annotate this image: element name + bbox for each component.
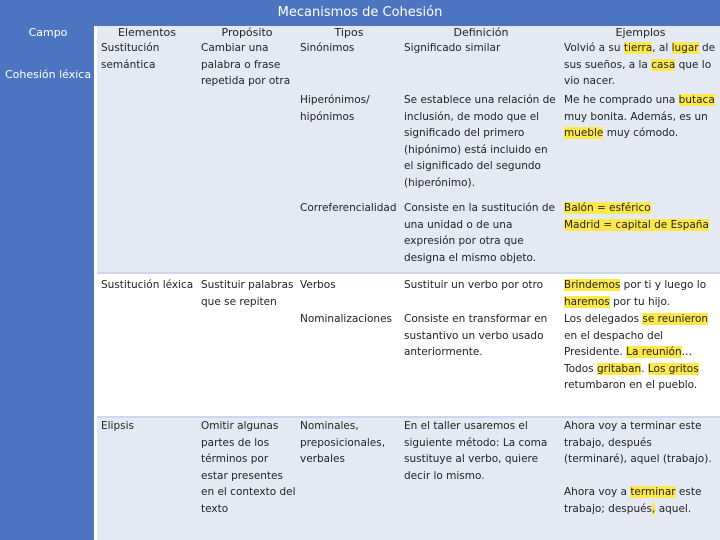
- header-tipos: Tipos: [334, 26, 364, 39]
- slide-title: Mecanismos de Cohesión: [0, 0, 720, 26]
- highlight-word: capital de España: [615, 218, 709, 231]
- highlight-word: tierra: [623, 42, 653, 54]
- tipo-elipsis: Nominales, preposicionales, verbales: [300, 420, 386, 466]
- proposito-sustitucion-semantica: Cambiar una palabra o frase repetida por otra: [201, 42, 291, 88]
- proposito-sustitucion-lexica: Sustituir palabras que se repiten: [201, 279, 294, 308]
- ejemplo-elipsis-2: Ahora voy a terminar este trabajo; después, aquel.: [564, 486, 702, 515]
- campo-column: [0, 26, 96, 540]
- campo-value: Cohesión léxica: [4, 68, 92, 81]
- definicion-verbos: Sustituir un verbo por otro: [404, 279, 544, 291]
- ejemplo-hiperonimos: Me he comprado una butaca muy bonita. Además, es un mueble muy cómodo.: [564, 94, 715, 140]
- header-elementos: Elementos: [117, 26, 176, 39]
- elemento-sustitucion-lexica: Sustitución léxica: [101, 279, 194, 291]
- tipo-verbos: Verbos: [300, 279, 336, 291]
- highlight-word: gritaban: [596, 362, 642, 375]
- highlight-word: Balón: [564, 202, 594, 214]
- ejemplo-nominalizaciones: Los delegados se reunieron en el despacho del Presidente. La reunión… Todos gritaban. Los gritos retumbaron en el pueblo.: [564, 313, 709, 392]
- header-campo: Campo: [28, 26, 68, 39]
- highlight-word: casa: [651, 58, 676, 71]
- highlight-word: haremos: [564, 295, 610, 308]
- highlight-word: Los gritos: [647, 362, 699, 375]
- ejemplo-elipsis-1: Ahora voy a terminar este trabajo, después (terminaré), aquel (trabajo).: [564, 420, 712, 466]
- header-ejemplos: Ejemplos: [615, 26, 666, 39]
- highlight-word: La reunión: [626, 346, 682, 359]
- definicion-nominalizaciones: Consiste en transformar en sustantivo un verbo usado anteriormente.: [404, 313, 548, 359]
- definicion-hiperonimos: Se establece una relación de inclusión, de modo que el significado del primero (hipónimo) está incluido en el significado del segundo (hiperónimo).: [404, 94, 556, 189]
- tipo-correferencialidad: Correferencialidad: [300, 202, 397, 214]
- highlight-word: ,: [652, 502, 656, 515]
- highlight-word: terminar: [630, 486, 676, 498]
- ejemplo-sinonimos: Volvió a su tierra, al lugar de sus sueños, a la casa que lo vio nacer.: [564, 42, 716, 88]
- header-definicion: Definición: [453, 26, 509, 39]
- highlight-word: lugar: [671, 42, 699, 54]
- highlight-word: esférico: [609, 202, 651, 214]
- tipo-nominalizaciones: Nominalizaciones: [300, 313, 392, 325]
- tipo-sinonimos: Sinónimos: [300, 42, 355, 54]
- highlight-word: se reunieron: [642, 313, 709, 325]
- definicion-sinonimos: Significado similar: [404, 42, 501, 54]
- elemento-elipsis: Elipsis: [101, 420, 134, 432]
- definicion-elipsis: En el taller usaremos el siguiente método: La coma sustituye al verbo, quiere decir lo mismo.: [404, 420, 548, 482]
- tipo-hiperonimos: Hiperónimos/ hipónimos: [300, 94, 370, 123]
- ejemplo-verbos: Brindemos por ti y luego lo haremos por tu hijo.: [564, 279, 707, 308]
- elemento-sustitucion-semantica: Sustitución semántica: [101, 42, 160, 71]
- header-proposito: Propósito: [221, 26, 273, 39]
- highlight-word: butaca: [678, 94, 715, 106]
- highlight-word: Brindemos: [564, 279, 621, 291]
- highlight-word: mueble: [564, 127, 604, 140]
- ejemplo-correferencialidad: Balón = esférico Madrid = capital de España: [564, 202, 709, 231]
- proposito-elipsis: Omitir algunas partes de los términos por estar presentes en el contexto del texto: [201, 420, 296, 515]
- definicion-correferencialidad: Consiste en la sustitución de una unidad o de una expresión por otra que designa el mismo objeto.: [404, 202, 555, 264]
- highlight-word: Madrid: [564, 218, 601, 231]
